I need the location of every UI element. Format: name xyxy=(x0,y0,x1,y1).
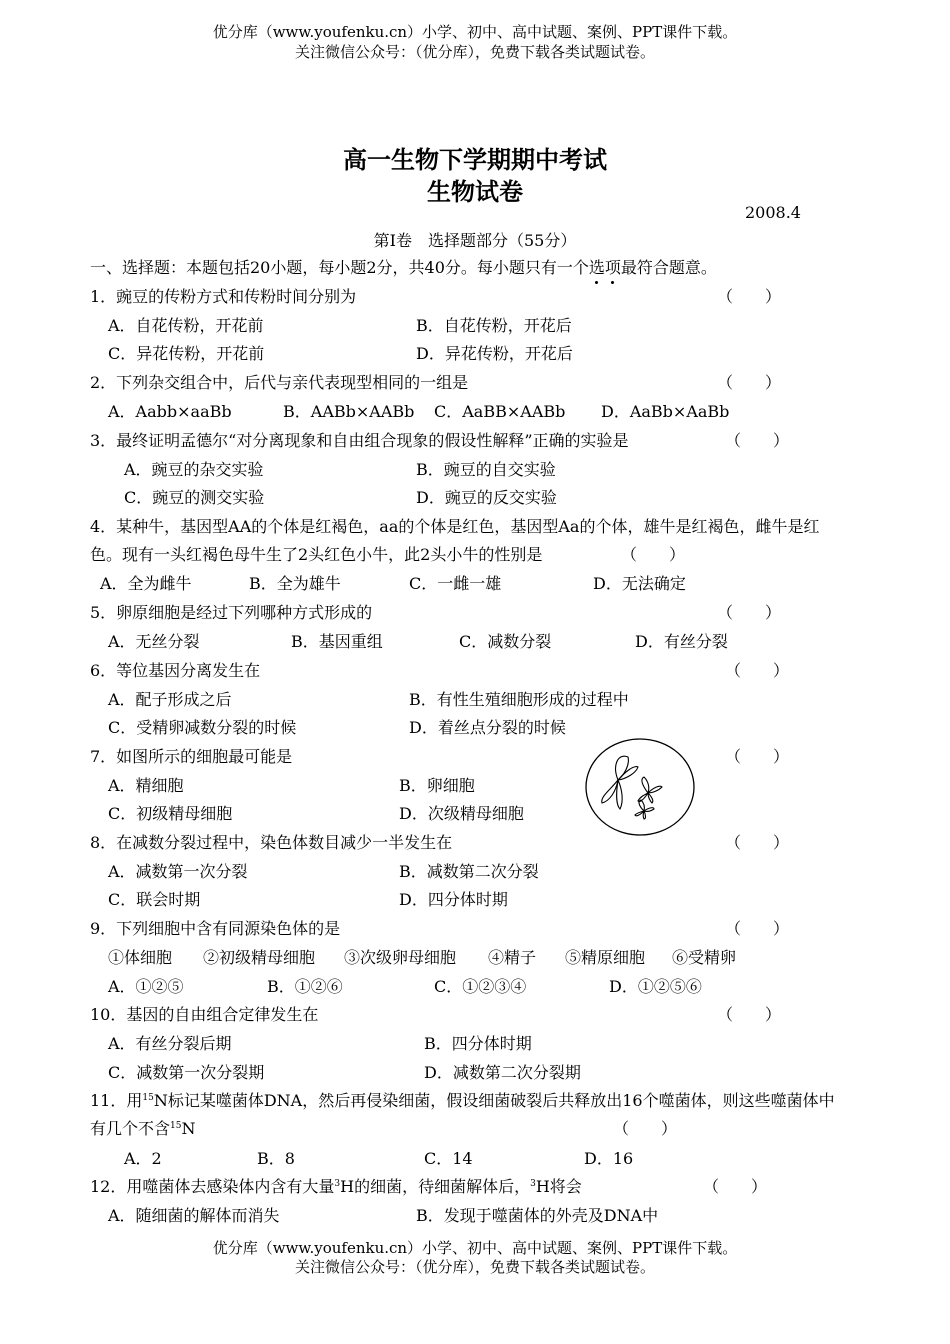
cell-item: ③次级卵母细胞 xyxy=(344,948,457,967)
question-stem: 2．下列杂交组合中，后代与亲代表现型相同的一组是 xyxy=(90,373,469,392)
cell-membrane xyxy=(586,739,694,835)
option: D．AaBb×AaBb xyxy=(601,402,730,421)
option: A．精细胞 xyxy=(108,776,184,795)
option: C．减数分裂 xyxy=(459,632,552,651)
exam-date: 2008.4 xyxy=(745,203,801,222)
option: D．减数第二次分裂期 xyxy=(424,1063,581,1082)
option: B．8 xyxy=(257,1149,295,1168)
option: C．受精卵减数分裂的时候 xyxy=(108,718,297,737)
option: D．四分体时期 xyxy=(399,890,508,909)
answer-parenthesis: （ ） xyxy=(725,747,790,766)
emphasis-dot xyxy=(595,281,598,284)
option: C．①②③④ xyxy=(434,977,527,996)
footer-line-2: 关注微信公众号：（优分库），免费下载各类试题试卷。 xyxy=(294,1258,655,1276)
option: D．无法确定 xyxy=(593,574,686,593)
option: B．基因重组 xyxy=(291,632,383,651)
answer-parenthesis: （ ） xyxy=(725,919,790,938)
question-stem: 1．豌豆的传粉方式和传粉时间分别为 xyxy=(90,287,357,306)
option: A．①②⑤ xyxy=(108,977,184,996)
answer-parenthesis: （ ） xyxy=(717,287,782,306)
cell-item: ④精子 xyxy=(488,948,537,967)
option: D．豌豆的反交实验 xyxy=(416,488,557,507)
option: B．AABb×AABb xyxy=(283,402,415,421)
option: D．有丝分裂 xyxy=(635,632,728,651)
cell-item: ⑤精原细胞 xyxy=(565,948,646,967)
answer-parenthesis: （ ） xyxy=(613,1119,678,1138)
cell-item: ②初级精母细胞 xyxy=(203,948,316,967)
option: A．自花传粉，开花前 xyxy=(108,316,264,335)
question-stem: 3．最终证明孟德尔“对分离现象和自由组合现象的假设性解释”正确的实验是 xyxy=(90,431,629,450)
question-stem: 12．用噬菌体去感染体内含有大量$^3$H的细菌，待细菌解体后，$^3$H将会 xyxy=(90,1177,582,1196)
answer-parenthesis: （ ） xyxy=(621,545,686,564)
chromosome-large xyxy=(602,756,638,809)
option: B．自花传粉，开花后 xyxy=(416,316,572,335)
option: A．有丝分裂后期 xyxy=(108,1034,232,1053)
cell-item: ①体细胞 xyxy=(108,948,173,967)
question-stem: 8．在减数分裂过程中，染色体数目减少一半发生在 xyxy=(90,833,453,852)
option: A．全为雌牛 xyxy=(100,574,192,593)
question-stem: 6．等位基因分离发生在 xyxy=(90,661,261,680)
option: B．发现于噬菌体的外壳及DNA中 xyxy=(416,1206,659,1225)
option: D．16 xyxy=(584,1149,634,1168)
option: D．次级精母细胞 xyxy=(399,804,524,823)
question-stem: 5．卵原细胞是经过下列哪种方式形成的 xyxy=(90,603,373,622)
answer-parenthesis: （ ） xyxy=(725,431,790,450)
option: B．四分体时期 xyxy=(424,1034,532,1053)
question-stem: 10．基因的自由组合定律发生在 xyxy=(90,1005,319,1024)
question-stem: 11．用$^{15}$N标记某噬菌体DNA，然后再侵染细菌，假设细菌破裂后共释放出16个噬菌体，则这些噬菌体中 xyxy=(90,1091,835,1110)
question-stem-continued: 色。现有一头红褐色母牛生了2头红色小牛，此2头小牛的性别是 xyxy=(90,545,543,564)
answer-parenthesis: （ ） xyxy=(717,603,782,622)
question-stem: 7．如图所示的细胞最可能是 xyxy=(90,747,293,766)
option: C．联会时期 xyxy=(108,890,201,909)
emphasis-dot xyxy=(611,281,614,284)
option: B．有性生殖细胞形成的过程中 xyxy=(409,690,629,709)
option: D．着丝点分裂的时候 xyxy=(409,718,566,737)
section-heading: 第Ⅰ卷 选择题部分（55分） xyxy=(373,231,577,250)
answer-parenthesis: （ ） xyxy=(725,661,790,680)
option: D．异花传粉，开花后 xyxy=(416,344,573,363)
question-stem-continued: 有几个不含$^{15}$N xyxy=(90,1119,196,1138)
option: B．卵细胞 xyxy=(399,776,475,795)
header-line-2: 关注微信公众号：（优分库），免费下载各类试题试卷。 xyxy=(294,43,655,61)
answer-parenthesis: （ ） xyxy=(725,833,790,852)
page-subtitle: 生物试卷 xyxy=(427,177,523,206)
option: B．减数第二次分裂 xyxy=(399,862,539,881)
header-line-1: 优分库（www.youfenku.cn）小学、初中、高中试题、案例、PPT课件下载。 xyxy=(212,23,738,41)
answer-parenthesis: （ ） xyxy=(703,1177,768,1196)
option: A．减数第一次分裂 xyxy=(108,862,248,881)
footer-line-1: 优分库（www.youfenku.cn）小学、初中、高中试题、案例、PPT课件下载。 xyxy=(212,1239,738,1257)
option: B．豌豆的自交实验 xyxy=(416,460,556,479)
section-instruction: 一、选择题：本题包括20小题，每小题2分，共40分。每小题只有一个选项最符合题意。 xyxy=(90,258,717,277)
page-title: 高一生物下学期期中考试 xyxy=(343,145,607,174)
option: C．一雌一雄 xyxy=(409,574,502,593)
option: A．无丝分裂 xyxy=(108,632,200,651)
option: C．AaBB×AABb xyxy=(434,402,566,421)
cell-diagram xyxy=(580,735,700,840)
option: C．减数第一次分裂期 xyxy=(108,1063,265,1082)
question-stem: 4．某种牛，基因型AA的个体是红褐色，aa的个体是红色，基因型Aa的个体，雄牛是红褐色，雌牛是红 xyxy=(90,517,820,536)
option: C．初级精母细胞 xyxy=(108,804,233,823)
option: B．全为雄牛 xyxy=(249,574,341,593)
option: C．异花传粉，开花前 xyxy=(108,344,265,363)
option: C．14 xyxy=(424,1149,473,1168)
option: D．①②⑤⑥ xyxy=(609,977,702,996)
answer-parenthesis: （ ） xyxy=(717,1005,782,1024)
option: A．Aabb×aaBb xyxy=(108,402,232,421)
option: A．配子形成之后 xyxy=(108,690,232,709)
option: A．随细菌的解体而消失 xyxy=(108,1206,280,1225)
option: B．①②⑥ xyxy=(267,977,343,996)
question-stem: 9．下列细胞中含有同源染色体的是 xyxy=(90,919,341,938)
option: A．2 xyxy=(124,1149,162,1168)
cell-item: ⑥受精卵 xyxy=(672,948,737,967)
chromosome-small xyxy=(638,777,662,803)
option: A．豌豆的杂交实验 xyxy=(124,460,264,479)
answer-parenthesis: （ ） xyxy=(717,373,782,392)
option: C．豌豆的测交实验 xyxy=(124,488,265,507)
